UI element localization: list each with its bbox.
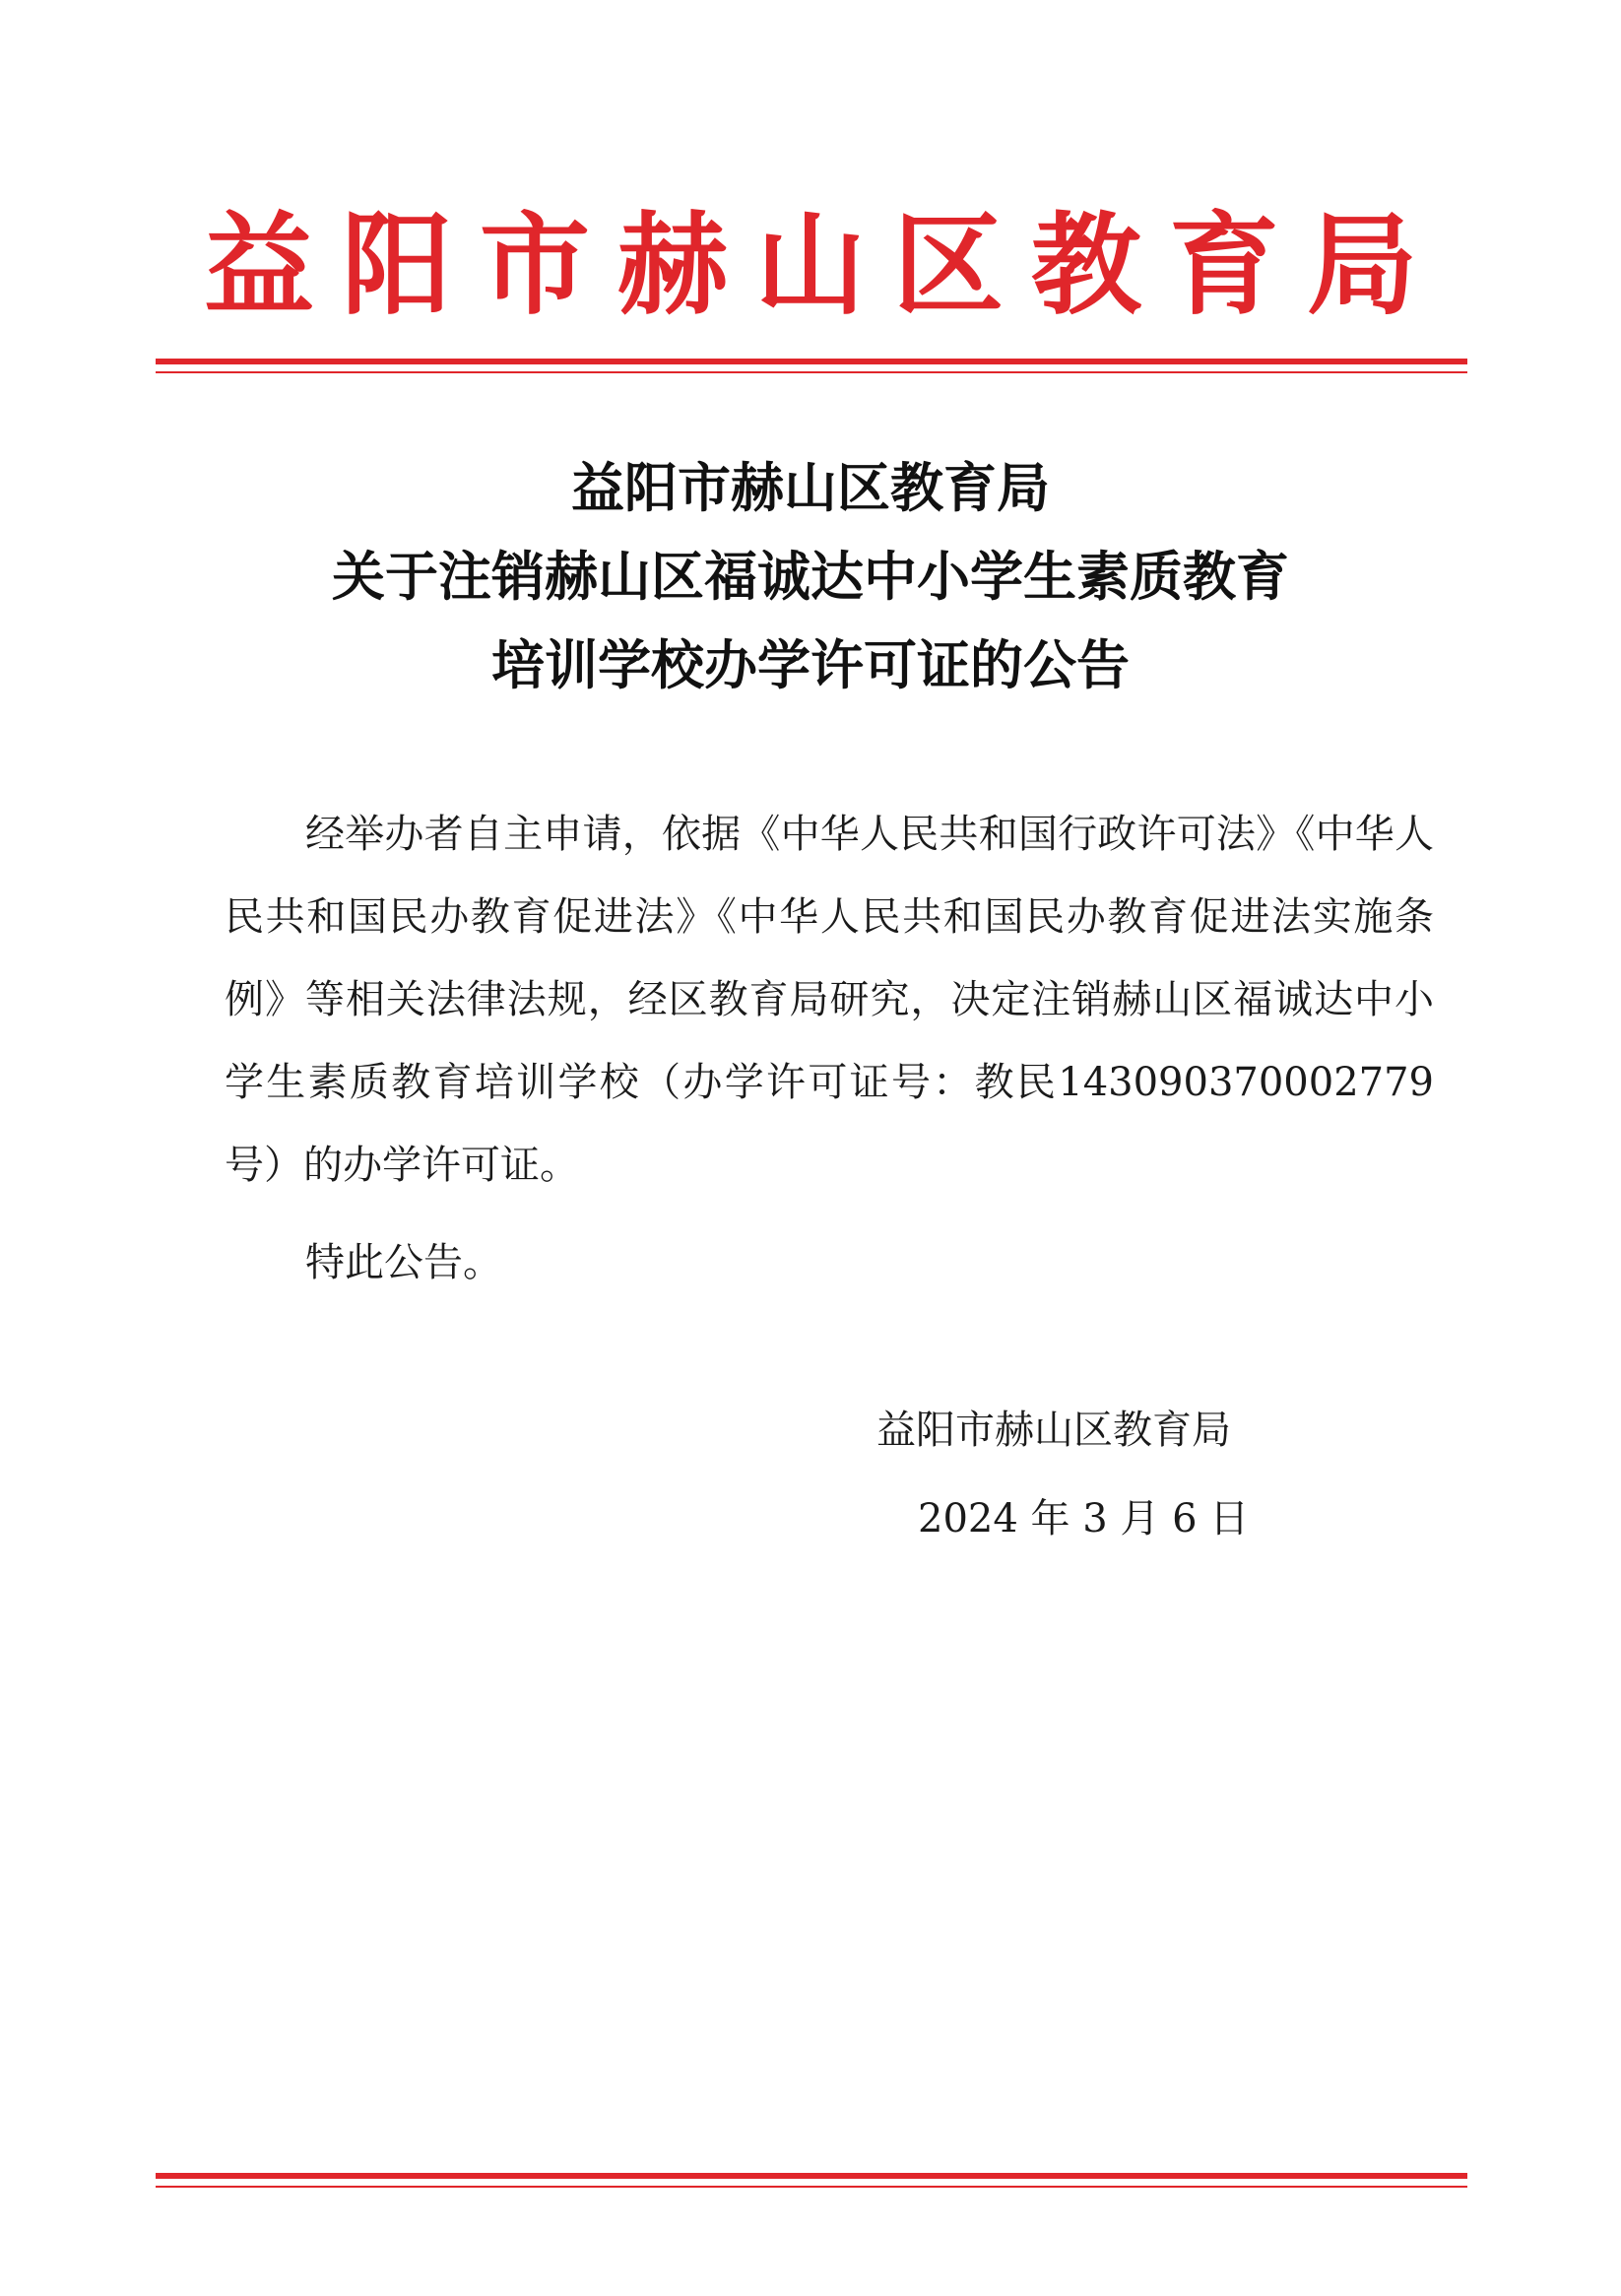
notice-title-line-3: 培训学校办学许可证的公告 [491,633,1130,696]
masthead-rule-thin [156,371,1467,373]
signature-date: 2024 年 3 月 6 日 [918,1496,1250,1542]
notice-body: 经举办者自主申请，依据《中华人民共和国行政许可法》《中华人民共和国民办教育促进法》《中华人民共和国民办教育促进法实施条例》等相关法律法规，经区教育局研究，决定注销赫山区福诚达中小学生素质教育培训学校（办学许可证号：教民143090370002779号）的办学许可证。 [225,812,1434,1188]
notice-title-line-1: 益阳市赫山区教育局 [571,456,1050,519]
signature-organization: 益阳市赫山区教育局 [876,1408,1231,1453]
notice-title [0,443,1621,709]
footer-rule-thin [156,2186,1467,2188]
footer-rule-thick [156,2173,1467,2179]
notice-closing: 特此公告。 [305,1240,502,1285]
notice-title-line-2: 关于注销赫山区福诚达中小学生素质教育 [332,545,1289,608]
masthead-rule-thick [156,359,1467,364]
masthead-title: 益阳市赫山区教育局 [204,201,1445,330]
